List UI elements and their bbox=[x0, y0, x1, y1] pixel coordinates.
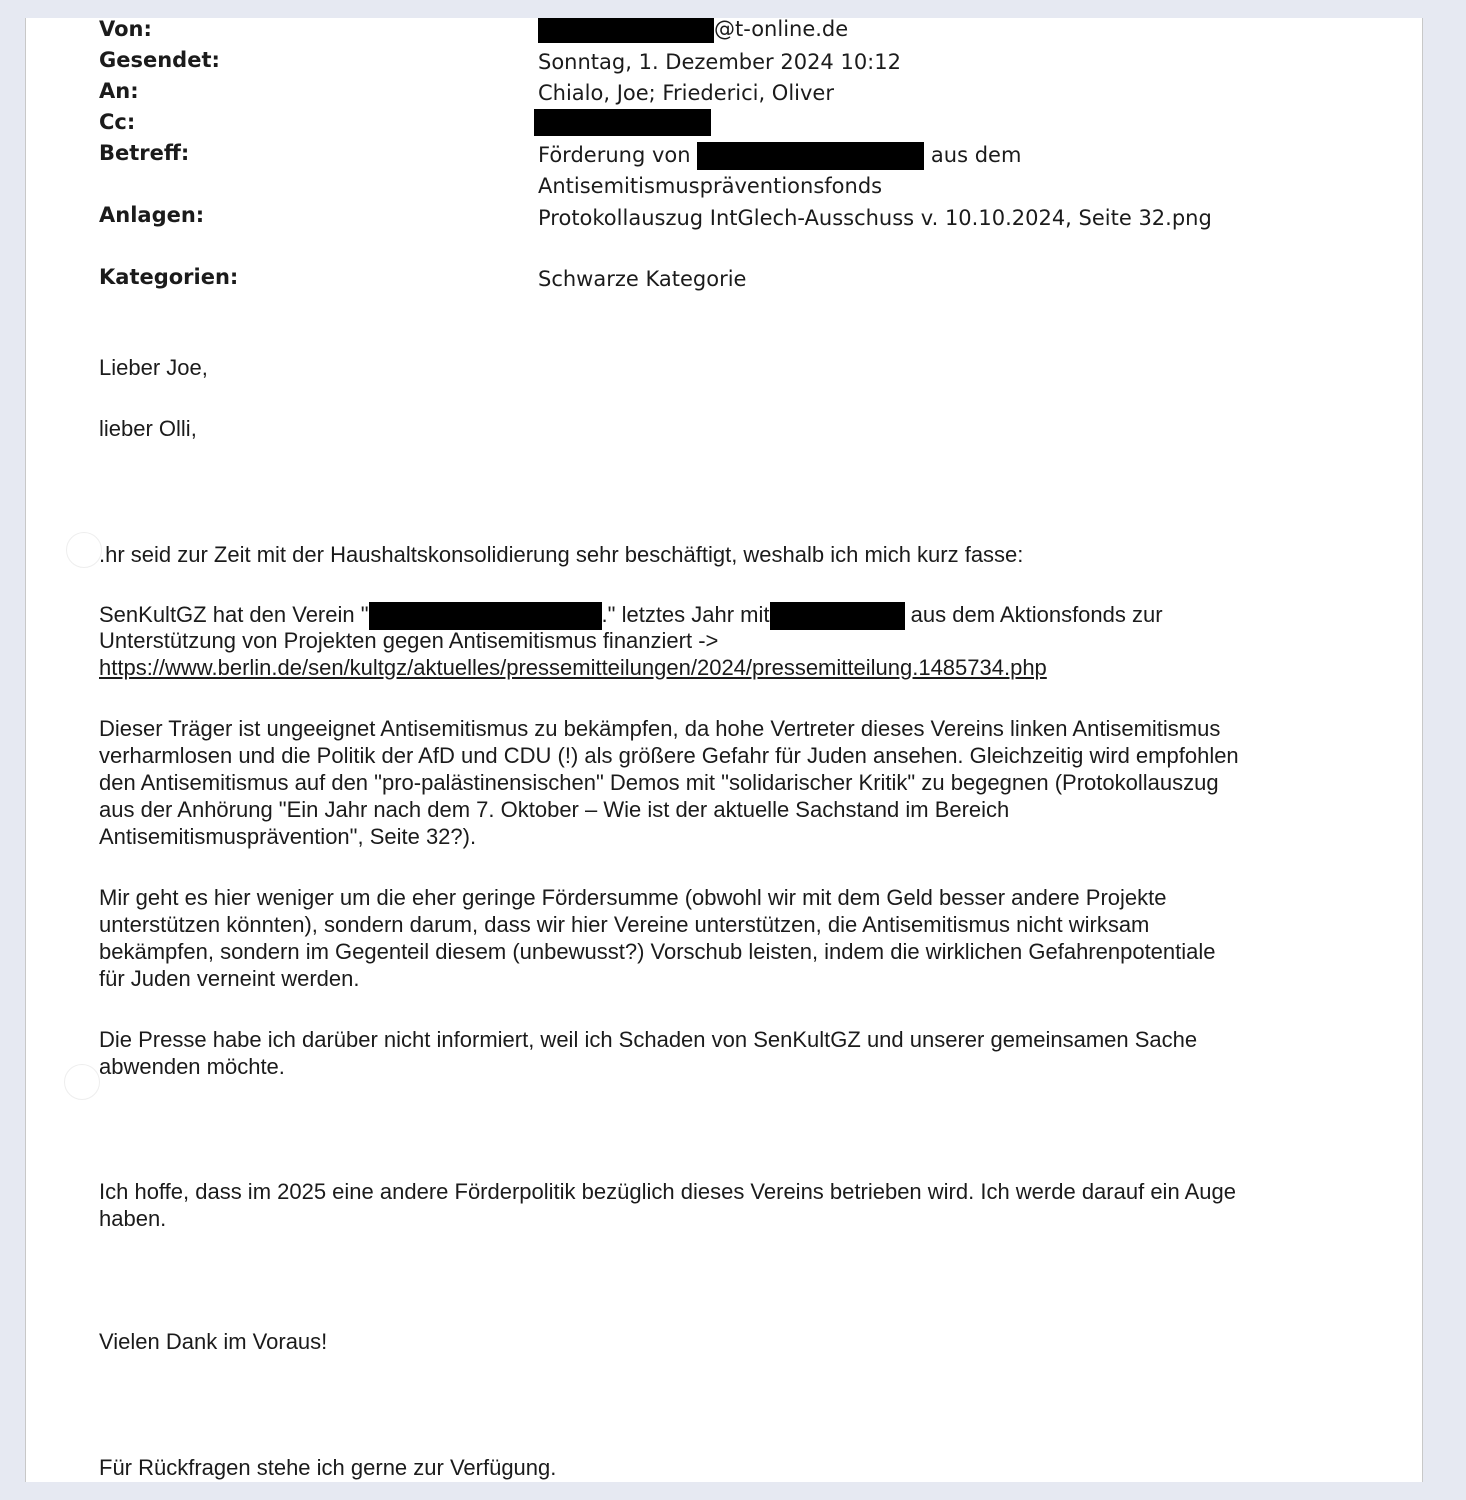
sent-label: Gesendet: bbox=[99, 48, 220, 72]
greeting-2: lieber Olli, bbox=[99, 416, 197, 441]
paragraph-5-line: Die Presse habe ich darüber nicht informiert, weil ich Schaden von SenKultGZ und unserer gemeinsamen Sache bbox=[99, 1027, 1198, 1052]
paragraph-2-line-1 bbox=[99, 601, 1163, 630]
paragraph-3 bbox=[99, 715, 1239, 850]
paragraph-3-line: verharmlosen und die Politik der AfD und CDU (!) als größere Gefahr für Juden ansehen. Gleichzeitig wird empfohlen bbox=[99, 743, 1239, 768]
subject-line-2: Antisemitismuspräventionsfonds bbox=[538, 174, 883, 198]
paragraph-3-line: aus der Anhörung "Ein Jahr nach dem 7. Oktober – Wie ist der aktuelle Sachstand im Bereich bbox=[99, 797, 1010, 822]
press-release-link-line bbox=[99, 654, 1047, 681]
paragraph-4-line: unterstützen könnten), sondern darum, dass wir hier Vereine unterstützen, die Antisemitismus nicht wirksam bbox=[99, 912, 1150, 937]
paragraph-4-line: bekämpfen, sondern im Gegenteil diesem (unbewusst?) Vorschub leisten, indem die wirklichen Gefahrenpotentiale bbox=[99, 939, 1216, 964]
paragraph-1: .hr seid zur Zeit mit der Haushaltskonsolidierung sehr beschäftigt, weshalb ich mich kurz fasse: bbox=[99, 542, 1024, 567]
subject-label: Betreff: bbox=[99, 141, 190, 165]
to-value: Chialo, Joe; Friederici, Oliver bbox=[538, 81, 834, 105]
redaction-cc bbox=[534, 109, 711, 136]
paragraph-3-line: Antisemitismusprävention", Seite 32?). bbox=[99, 824, 477, 849]
punch-hole-mark bbox=[64, 1064, 100, 1100]
paragraph-5 bbox=[99, 1026, 1197, 1080]
paragraph-3-line: den Antisemitismus auf den "pro-palästinensischen" Demos mit "solidarischer Kritik" zu begegnen (Protokollauszug bbox=[99, 770, 1219, 795]
paragraph-2-line-2: Unterstützung von Projekten gegen Antisemitismus finanziert -> bbox=[99, 628, 719, 653]
attachments-label: Anlagen: bbox=[99, 203, 205, 227]
press-release-link[interactable]: https://www.berlin.de/sen/kultgz/aktuelles/pressemitteilungen/2024/pressemitteilung.1485734.php bbox=[99, 655, 1047, 680]
attachments-value: Protokollauszug IntGlech-Ausschuss v. 10.10.2024, Seite 32.png bbox=[538, 206, 1212, 230]
punch-hole-mark bbox=[66, 532, 102, 568]
sent-value: Sonntag, 1. Dezember 2024 10:12 bbox=[538, 50, 901, 74]
subject-line-1 bbox=[538, 142, 1021, 170]
subject-prefix: Förderung von bbox=[538, 143, 691, 167]
cc-value bbox=[534, 108, 711, 136]
redaction-amount bbox=[770, 602, 905, 630]
paragraph-3-line: Dieser Träger ist ungeeignet Antisemitismus zu bekämpfen, da hohe Vertreter dieses Vereins linken Antisemitismus bbox=[99, 716, 1221, 741]
closing-line: Für Rückfragen stehe ich gerne zur Verfügung. bbox=[99, 1455, 557, 1480]
from-label: Von: bbox=[99, 18, 152, 41]
categories-label: Kategorien: bbox=[99, 265, 239, 289]
p2-text-2: ." letztes Jahr mit bbox=[601, 602, 770, 627]
document-page bbox=[25, 18, 1423, 1482]
thanks-line: Vielen Dank im Voraus! bbox=[99, 1329, 328, 1354]
paragraph-6 bbox=[99, 1178, 1236, 1232]
redaction-sender bbox=[538, 18, 714, 43]
paragraph-4 bbox=[99, 884, 1216, 992]
redaction-association bbox=[697, 142, 924, 170]
redaction-association-2 bbox=[369, 602, 602, 630]
greeting-1: Lieber Joe, bbox=[99, 355, 208, 380]
paragraph-6-line: haben. bbox=[99, 1206, 167, 1231]
paragraph-5-line: abwenden möchte. bbox=[99, 1054, 285, 1079]
from-value bbox=[538, 18, 848, 43]
paragraph-4-line: für Juden verneint werden. bbox=[99, 966, 360, 991]
from-domain: @t-online.de bbox=[714, 18, 849, 41]
cc-label: Cc: bbox=[99, 110, 136, 134]
categories-value: Schwarze Kategorie bbox=[538, 267, 747, 291]
subject-suffix: aus dem bbox=[930, 143, 1022, 167]
to-label: An: bbox=[99, 79, 139, 103]
p2-text-3: aus dem Aktionsfonds zur bbox=[910, 602, 1163, 627]
p2-text-1: SenKultGZ hat den Verein " bbox=[99, 602, 369, 627]
paragraph-4-line: Mir geht es hier weniger um die eher geringe Fördersumme (obwohl wir mit dem Geld besser andere Projekte bbox=[99, 885, 1167, 910]
paragraph-6-line: Ich hoffe, dass im 2025 eine andere Förderpolitik bezüglich dieses Vereins betrieben wird. Ich werde darauf ein Auge bbox=[99, 1179, 1236, 1204]
